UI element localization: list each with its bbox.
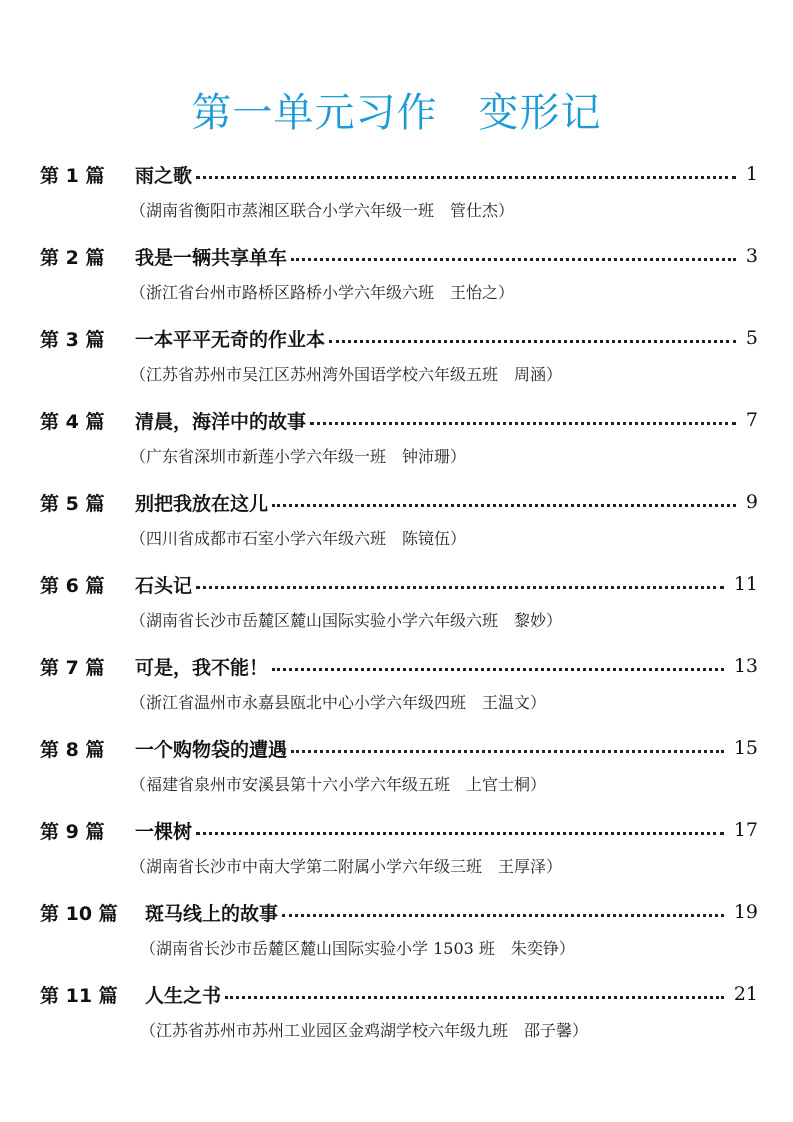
entry-line[interactable] [40,650,758,682]
entry-author: （湖南省衡阳市蒸湘区联合小学六年级一班 管仕杰） [130,201,515,220]
toc-entry[interactable] [0,158,793,240]
entry-author: （湖南省长沙市中南大学第二附属小学六年级三班 王厚泽） [130,857,563,876]
dot-leader [291,258,736,261]
entry-title[interactable]: 斑马线上的故事 [145,902,279,925]
entry-line[interactable] [40,404,758,436]
entry-page-number: 3 [745,245,758,267]
entry-number: 第 3 篇 [40,328,105,351]
toc-entry[interactable] [0,732,793,814]
entry-author: （湖南省长沙市岳麓区麓山国际实验小学 1503 班 朱奕铮） [140,939,575,958]
entry-number: 第 5 篇 [40,492,105,515]
entry-title[interactable]: 我是一辆共享单车 [135,246,288,269]
entry-title[interactable]: 人生之书 [145,984,222,1007]
toc-entry[interactable] [0,650,793,732]
entry-author: （江苏省苏州市苏州工业园区金鸡湖学校六年级九班 邵子馨） [140,1021,589,1040]
toc-entry[interactable] [0,322,793,404]
entry-page-number: 11 [733,573,758,595]
entry-title[interactable]: 石头记 [135,574,193,597]
entry-number: 第 10 篇 [40,902,118,925]
entry-page-number: 21 [733,983,758,1005]
entry-line[interactable] [40,568,758,600]
entry-line[interactable] [40,978,758,1010]
dot-leader [196,832,724,835]
page-title: 第一单元习作 变形记 [191,90,602,136]
entry-line[interactable] [40,158,758,190]
entry-author: （浙江省温州市永嘉县瓯北中心小学六年级四班 王温文） [130,693,547,712]
entry-line[interactable] [40,322,758,354]
entry-author: （江苏省苏州市吴江区苏州湾外国语学校六年级五班 周涵） [130,365,563,384]
entry-author: （湖南省长沙市岳麓区麓山国际实验小学六年级六班 黎妙） [130,611,563,630]
entry-line[interactable] [40,240,758,272]
toc-entry[interactable] [0,814,793,896]
toc-entry[interactable] [0,896,793,978]
dot-leader [225,996,724,999]
dot-leader [310,422,736,425]
toc-entry[interactable] [0,404,793,486]
entry-page-number: 5 [745,327,758,349]
entry-number: 第 11 篇 [40,984,118,1007]
dot-leader [291,750,724,753]
dot-leader [329,340,736,343]
toc-entry[interactable] [0,568,793,650]
dot-leader [272,668,724,671]
entry-title[interactable]: 别把我放在这儿 [135,492,269,515]
entry-number: 第 6 篇 [40,574,105,597]
entry-title[interactable]: 可是，我不能！ [135,656,269,679]
entry-number: 第 9 篇 [40,820,105,843]
toc-entry[interactable] [0,978,793,1060]
entry-page-number: 17 [733,819,758,841]
entry-page-number: 7 [745,409,758,431]
entry-title[interactable]: 一棵树 [135,820,193,843]
entry-line[interactable] [40,486,758,518]
entry-author: （广东省深圳市新莲小学六年级一班 钟沛珊） [130,447,467,466]
entry-number: 第 4 篇 [40,410,105,433]
dot-leader [196,176,736,179]
entry-title[interactable]: 一本平平无奇的作业本 [135,328,326,351]
dot-leader [272,504,736,507]
entry-line[interactable] [40,896,758,928]
entry-page-number: 1 [745,163,758,185]
dot-leader [196,586,724,589]
entry-title[interactable]: 雨之歌 [135,164,193,187]
entry-page-number: 9 [745,491,758,513]
entry-author: （福建省泉州市安溪县第十六小学六年级五班 上官士桐） [130,775,547,794]
entry-line[interactable] [40,814,758,846]
entry-page-number: 13 [733,655,758,677]
entry-page-number: 15 [733,737,758,759]
entry-number: 第 1 篇 [40,164,105,187]
entry-author: （四川省成都市石室小学六年级六班 陈镜伍） [130,529,467,548]
toc-entry[interactable] [0,486,793,568]
entry-line[interactable] [40,732,758,764]
entry-number: 第 2 篇 [40,246,105,269]
entry-author: （浙江省台州市路桥区路桥小学六年级六班 王怡之） [130,283,515,302]
toc-entry[interactable] [0,240,793,322]
entry-title[interactable]: 清晨，海洋中的故事 [135,410,307,433]
entry-number: 第 8 篇 [40,738,105,761]
dot-leader [282,914,724,917]
entry-title[interactable]: 一个购物袋的遭遇 [135,738,288,761]
entry-page-number: 19 [733,901,758,923]
entry-number: 第 7 篇 [40,656,105,679]
